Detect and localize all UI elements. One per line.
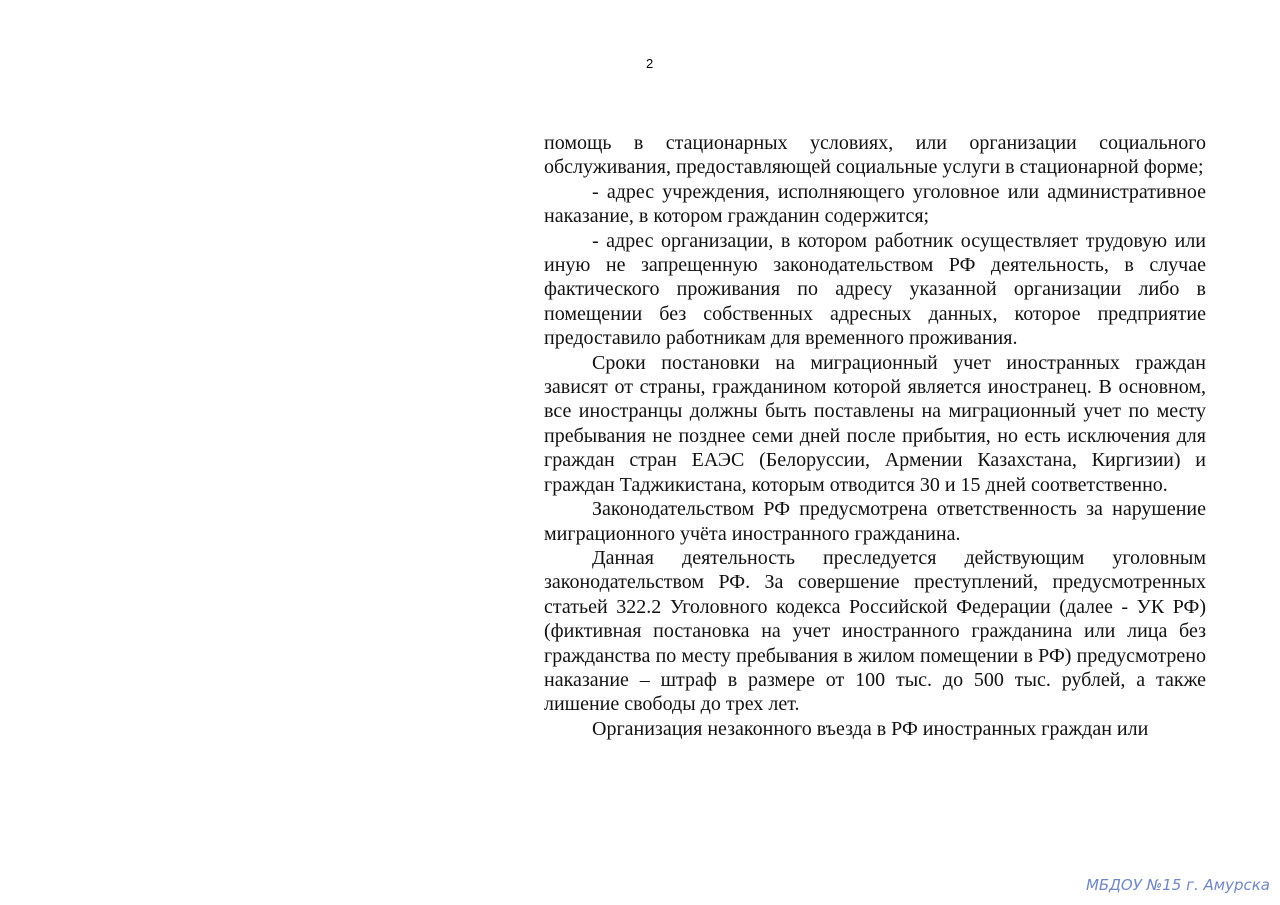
paragraph-criminal-code: Данная деятельность преследуется действующим уголовным законодательством РФ. За совершение преступлений, предусмотренных статьей 322.2 Уголовного кодекса Российской Федерации (далее - УК РФ) (фиктивная постановка на учет иностранного гражданина или лица без гражданства по месту пребывания в жилом помещении в РФ) предусмотрено наказание – штраф в размере от 100 тыс. до 500 тыс. рублей, а также лишение свободы до трех лет.: [544, 546, 1206, 716]
paragraph-organization-address: - адрес организации, в котором работник осуществляет трудовую или иную не запрещенную законодательством РФ деятельность, в случае фактического проживания по адресу указанной организации либо в помещении без собственных адресных данных, которое предприятие предоставило работникам для временного проживания.: [544, 229, 1206, 350]
paragraph-institution-address: - адрес учреждения, исполняющего уголовное или административное наказание, в котором гражданин содержится;: [544, 180, 1206, 228]
paragraph-illegal-entry: Организация незаконного въезда в РФ иностранных граждан или: [592, 717, 1149, 740]
paragraph-liability: Законодательством РФ предусмотрена ответственность за нарушение миграционного учёта иностранного гражданина.: [544, 498, 1206, 545]
paragraph-continuation: помощь в стационарных условиях, или организации социального обслуживания, предоставляющей социальные услуги в стационарной форме;: [544, 132, 1206, 179]
watermark-text: МБДОУ №15 г. Амурска: [1085, 876, 1270, 894]
page-number: 2: [646, 56, 654, 71]
document-body: [544, 131, 1206, 741]
paragraph-registration-deadlines: Сроки постановки на миграционный учет иностранных граждан зависят от страны, гражданином которой является иностранец. В основном, все иностранцы должны быть поставлены на миграционный учет по месту пребывания не позднее семи дней после прибытия, но есть исключения для граждан стран ЕАЭС (Белоруссии, Армении Казахстана, Киргизии) и граждан Таджикистана, которым отводится 30 и 15 дней соответственно.: [544, 351, 1206, 496]
